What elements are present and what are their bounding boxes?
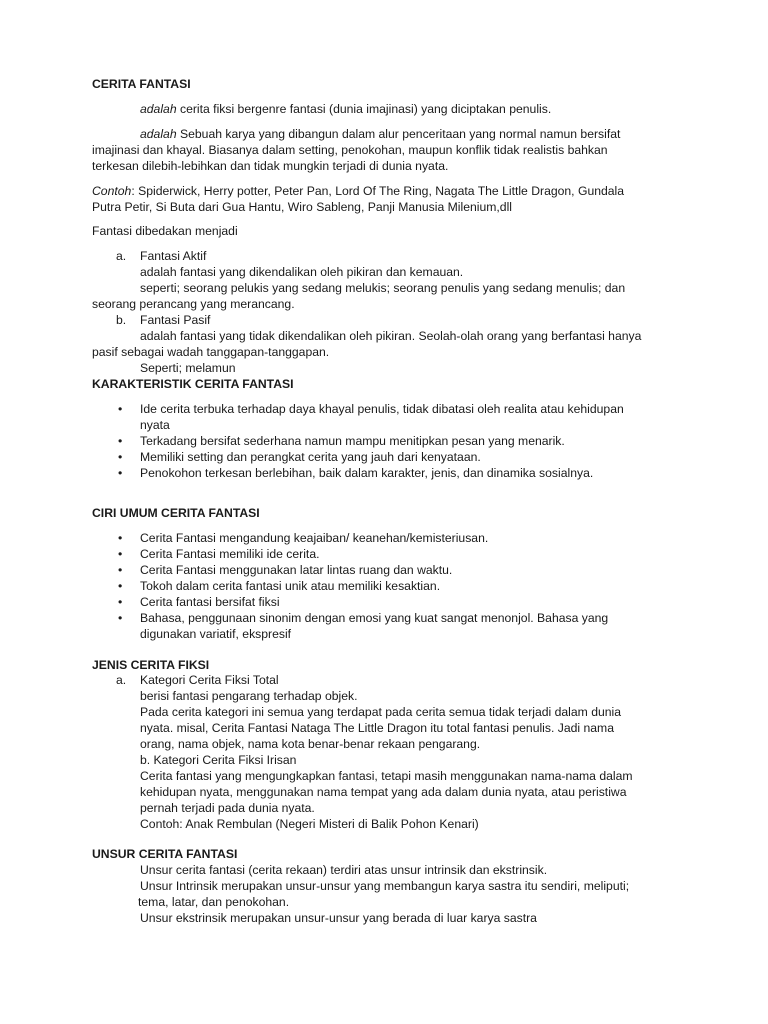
unsur-line-4: Unsur ekstrinsik merupakan unsur-unsur yang berada di luar karya sastra xyxy=(140,911,537,925)
ciri-item-1: Cerita Fantasi mengandung keajaiban/ keanehan/kemisteriusan. xyxy=(140,531,489,545)
fantasi-aktif-marker: a. xyxy=(116,249,127,263)
example-text: : Spiderwick, Herry potter, Peter Pan, Lord Of The Ring, Nagata The Little Dragon, Gundala xyxy=(131,184,625,198)
karakteristik-item-2: Terkadang bersifat sederhana namun mampu menitipkan pesan yang menarik. xyxy=(140,434,565,448)
definition-1 xyxy=(140,101,551,117)
fantasi-aktif-def: adalah fantasi yang dikendalikan oleh pikiran dan kemauan. xyxy=(140,265,464,279)
bullet-icon: • xyxy=(118,466,123,480)
unsur-heading: UNSUR CERITA FANTASI xyxy=(92,847,238,861)
jenis-item-1-line-3: nyata. misal, Cerita Fantasi Nataga The Little Dragon itu total fantasi penulis. Jadi nama xyxy=(140,721,614,735)
definition-2-text: Sebuah karya yang dibangun dalam alur penceritaan yang normal namun bersifat xyxy=(176,127,621,141)
fantasi-pasif-example: Seperti; melamun xyxy=(140,361,236,375)
karakteristik-item-3: Memiliki setting dan perangkat cerita yang jauh dari kenyataan. xyxy=(140,450,481,464)
example-line-1 xyxy=(92,183,624,199)
bullet-icon: • xyxy=(118,579,123,593)
jenis-heading: JENIS CERITA FIKSI xyxy=(92,658,210,672)
unsur-line-1: Unsur cerita fantasi (cerita rekaan) terdiri atas unsur intrinsik dan ekstrinsik. xyxy=(140,863,548,877)
fantasi-pasif-def-1: adalah fantasi yang tidak dikendalikan oleh pikiran. Seolah-olah orang yang berfantasi hanya xyxy=(140,329,642,343)
ciri-item-6-line-1: Bahasa, penggunaan sinonim dengan emosi yang kuat sangat menonjol. Bahasa yang xyxy=(140,611,609,625)
doc-title: CERITA FANTASI xyxy=(92,77,191,91)
definition-1-em: adalah xyxy=(140,102,177,116)
jenis-item-2-title: b. Kategori Cerita Fiksi Irisan xyxy=(140,753,297,767)
jenis-item-1-line-4: orang, nama objek, nama kota benar-benar rekaan pengarang. xyxy=(140,737,481,751)
definition-2-line-1 xyxy=(140,126,620,142)
example-line-2: Putra Petir, Si Buta dari Gua Hantu, Wiro Sableng, Panji Manusia Milenium,dll xyxy=(92,200,512,214)
jenis-item-2-line-1: Cerita fantasi yang mengungkapkan fantasi, tetapi masih menggunakan nama-nama dalam xyxy=(140,769,633,783)
fantasi-pasif-marker: b. xyxy=(116,313,127,327)
karakteristik-item-1-line-1: Ide cerita terbuka terhadap daya khayal penulis, tidak dibatasi oleh realita atau kehidupan xyxy=(140,402,624,416)
jenis-item-2-line-3: pernah terjadi pada dunia nyata. xyxy=(140,801,315,815)
bullet-icon: • xyxy=(118,611,123,625)
fantasi-aktif-example-2: seorang perancang yang merancang. xyxy=(92,297,295,311)
jenis-item-1-title: Kategori Cerita Fiksi Total xyxy=(140,673,279,687)
ciri-heading: CIRI UMUM CERITA FANTASI xyxy=(92,506,260,520)
fantasi-pasif-def-2: pasif sebagai wadah tanggapan-tanggapan. xyxy=(92,345,330,359)
ciri-item-3: Cerita Fantasi menggunakan latar lintas ruang dan waktu. xyxy=(140,563,453,577)
unsur-line-3: tema, latar, dan penokohan. xyxy=(138,895,290,909)
karakteristik-item-4: Penokohon terkesan berlebihan, baik dalam karakter, jenis, dan dinamika sosialnya. xyxy=(140,466,594,480)
definition-2-line-3: terkesan dilebih-lebihkan dan tidak mungkin terjadi di dunia nyata. xyxy=(92,159,449,173)
fantasi-pasif-title: Fantasi Pasif xyxy=(140,313,211,327)
jenis-item-1-marker: a. xyxy=(116,673,127,687)
diff-intro: Fantasi dibedakan menjadi xyxy=(92,224,238,238)
bullet-icon: • xyxy=(118,595,123,609)
ciri-item-2: Cerita Fantasi memiliki ide cerita. xyxy=(140,547,320,561)
ciri-item-6-line-2: digunakan variatif, ekspresif xyxy=(140,627,292,641)
bullet-icon: • xyxy=(118,450,123,464)
ciri-item-4: Tokoh dalam cerita fantasi unik atau memiliki kesaktian. xyxy=(140,579,441,593)
ciri-item-5: Cerita fantasi bersifat fiksi xyxy=(140,595,280,609)
definition-1-text: cerita fiksi bergenre fantasi (dunia imajinasi) yang diciptakan penulis. xyxy=(176,102,552,116)
unsur-line-2: Unsur Intrinsik merupakan unsur-unsur yang membangun karya sastra itu sendiri, meliputi; xyxy=(140,879,630,893)
jenis-item-1-line-2: Pada cerita kategori ini semua yang terdapat pada cerita semua tidak terjadi dalam dunia xyxy=(140,705,622,719)
fantasi-aktif-title: Fantasi Aktif xyxy=(140,249,207,263)
bullet-icon: • xyxy=(118,531,123,545)
definition-2-em: adalah xyxy=(140,127,177,141)
example-label: Contoh xyxy=(92,184,132,198)
bullet-icon: • xyxy=(118,563,123,577)
bullet-icon: • xyxy=(118,402,123,416)
bullet-icon: • xyxy=(118,547,123,561)
karakteristik-heading: KARAKTERISTIK CERITA FANTASI xyxy=(92,377,294,391)
fantasi-aktif-example-1: seperti; seorang pelukis yang sedang melukis; seorang penulis yang sedang menulis; dan xyxy=(140,281,626,295)
definition-2-line-2: imajinasi dan khayal. Biasanya dalam setting, penokohan, maupun konflik tidak realistis bahkan xyxy=(92,143,608,157)
jenis-item-2-line-2: kehidupan nyata, menggunakan nama tempat yang ada dalam dunia nyata, atau peristiwa xyxy=(140,785,627,799)
karakteristik-item-1-line-2: nyata xyxy=(140,418,170,432)
bullet-icon: • xyxy=(118,434,123,448)
jenis-item-1-line-1: berisi fantasi pengarang terhadap objek. xyxy=(140,689,358,703)
jenis-item-2-line-4: Contoh: Anak Rembulan (Negeri Misteri di Balik Pohon Kenari) xyxy=(140,817,479,831)
